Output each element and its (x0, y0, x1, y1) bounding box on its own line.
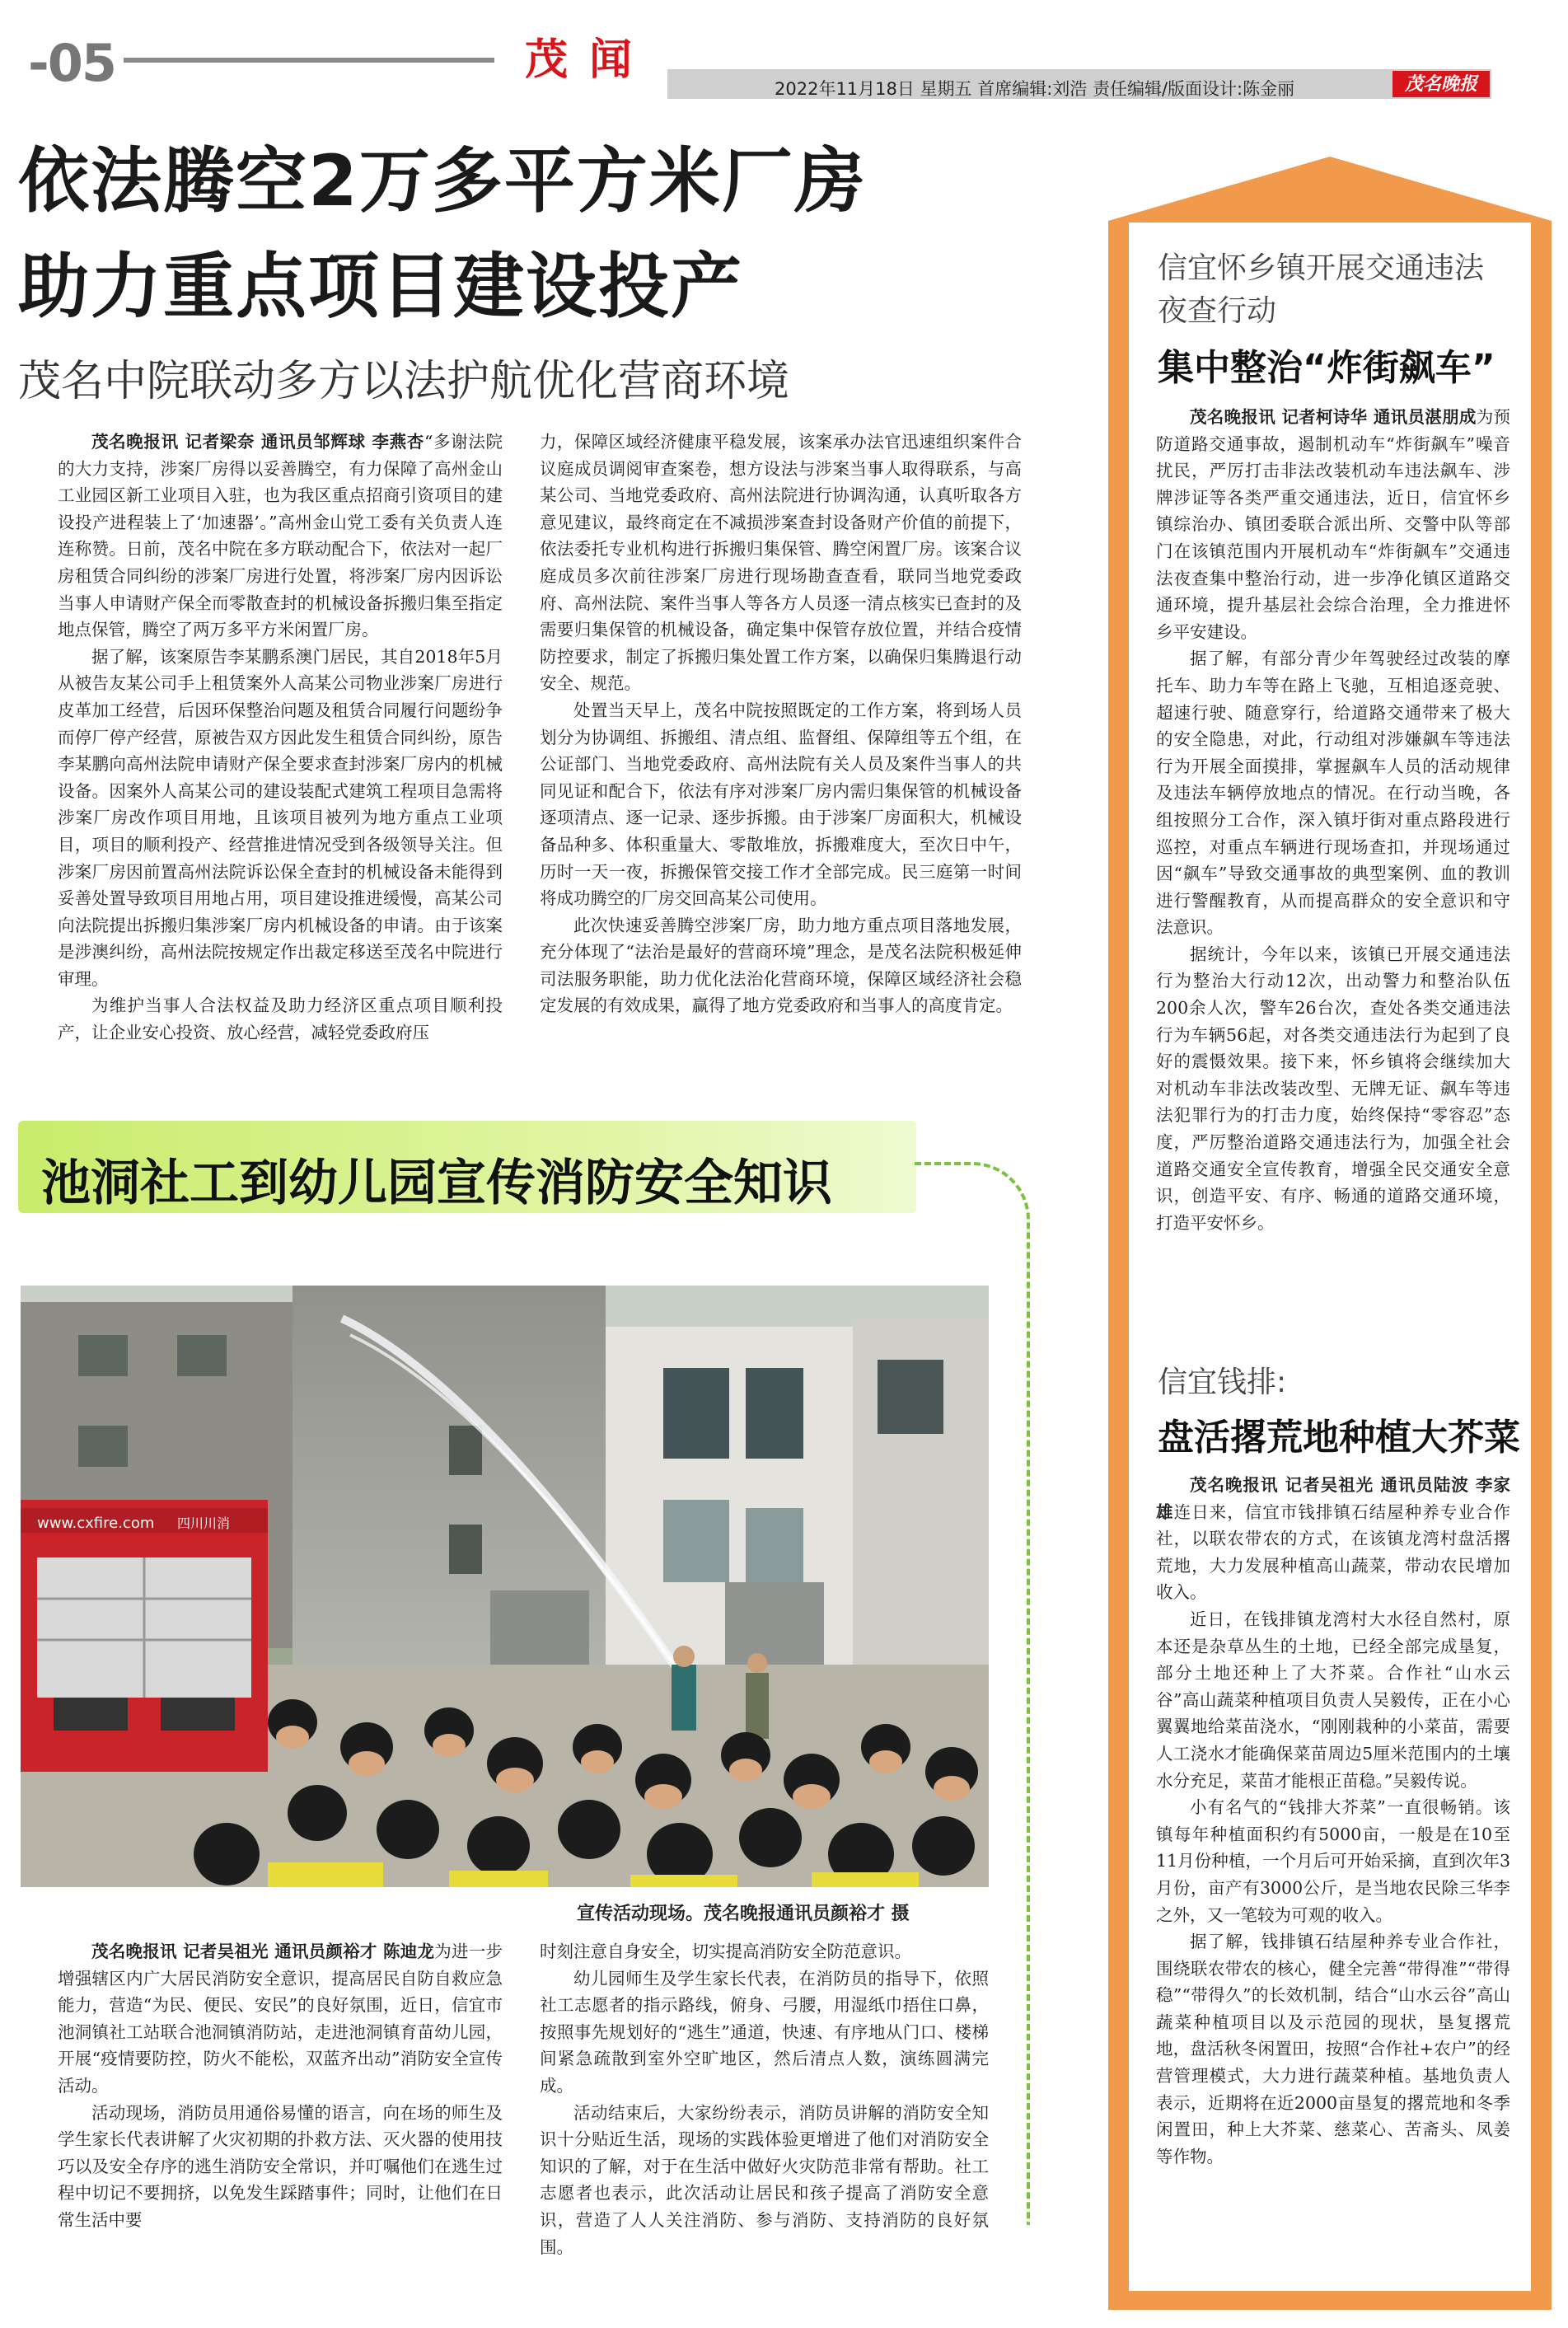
main-story-paragraph: 此次快速妥善腾空涉案厂房，助力地方重点项目落地发展，充分体现了“法治是最好的营商环境”理念，是茂名法院积极延伸司法服务职能，助力优化法治化营商环境，保障区域经济社会稳定发展的有效成果，赢得了地方党委政府和当事人的高度肯定。 (540, 915, 1022, 1016)
header-meta: 2022年11月18日 星期五 首席编辑:刘浩 责任编辑/版面设计:陈金丽 (775, 79, 1295, 99)
sidebar-paragraph: 据了解，钱排镇石结屋种养专业合作社，围绕联农带农的核心，健全完善“带得准”“带得稳”“带得久”的长效机制，结合“山水云谷”高山蔬菜种植项目以及示范园的现状，垦复撂荒地，盘活秋冬闲置田，按照“合作社+农户”的经营管理模式，大力进行蔬菜种植。基地负责人表示，近期将在近2000亩垦复的撂荒地和冬季闲置田，种上大芥菜、慈菜心、苦斋头、凤姜等作物。 (1156, 1932, 1510, 2166)
sidebar-story-2-body (1156, 1472, 1510, 2170)
main-story-paragraph: 力，保障区域经济健康平稳发展，该案承办法官迅速组织案件合议庭成员调阅审查案卷，想方设法与涉案当事人取得联系，与高某公司、当地党委政府、高州法院进行协调沟通，认真听取各方意见建议，最终商定在不减损涉案查封设备财产价值的前提下，依法委托专业机构进行拆搬归集保管、腾空闲置厂房。该案合议庭成员多次前往涉案厂房进行现场勘查查看，联同当地党委政府、高州法院、案件当事人等各方人员逐一清点核实已查封的及需要归集保管的机械设备，确定集中保管存放位置，并结合疫情防控要求，制定了拆搬归集处置工作方案，以确保归集腾退行动安全、规范。 (540, 432, 1022, 694)
header-rule (124, 58, 494, 63)
main-story-paragraph: 茂名晚报讯 记者梁奈 通讯员邹辉球 李燕杏“多谢法院的大力支持，涉案厂房得以妥善腾空，有力保障了高州金山工业园区新工业项目入驻，也为我区重点招商引资项目的建设投产进程装上了‘加速器’。”高州金山党工委有关负责人连连称赞。日前，茂名中院在多方联动配合下，依法对一起厂房租赁合同纠纷的涉案厂房进行处置，将涉案厂房内因诉讼当事人申请财产保全而零散查封的机械设备拆搬归集至指定地点保管，腾空了两万多平方米闲置厂房。 (58, 432, 503, 640)
sidebar-story-1-byline: 茂名晚报讯 记者柯诗华 通讯员湛朋成 (1190, 407, 1477, 427)
main-story-paragraph: 为维护当事人合法权益及助力经济区重点项目顺利投产，让企业安心投资、放心经营，减轻党委政府压 (58, 995, 503, 1043)
sidebar-story-1-headline: 集中整治“炸街飙车” (1158, 347, 1495, 389)
fire-story-column-1 (58, 1938, 503, 2234)
main-subheadline: 茂名中院联动多方以法护航优化营商环境 (18, 357, 790, 406)
masthead-logo: 茂名晚报 (1392, 71, 1490, 97)
fire-story-byline: 茂名晚报讯 记者吴祖光 通讯员颜裕才 陈迪龙 (91, 1942, 435, 1961)
sidebar-arrow-top (1108, 157, 1552, 221)
sidebar-paragraph: 小有名气的“钱排大芥菜”一直很畅销。该镇每年种植面积约有5000亩，一般是在10至11月份种植，一个月后可开始采摘，直到次年3月份，亩产有3000公斤，是当地农民除三华李之外，又一笔较为可观的收入。 (1156, 1797, 1510, 1925)
fire-story-paragraph: 幼儿园师生及学生家长代表，在消防员的指导下，依照社工志愿者的指示路线，俯身、弓腰，用湿纸巾捂住口鼻，按照事先规划好的“逃生”通道，快速、有序地从门口、楼梯间紧急疏散到室外空旷地区，然后清点人数，演练圆满完成。 (540, 1968, 989, 2096)
sidebar-story-2-headline: 盘活撂荒地种植大芥菜 (1158, 1417, 1520, 1459)
fire-drill-illustration (21, 1286, 989, 1887)
sidebar-story-2-kicker: 信宜钱排: (1158, 1365, 1287, 1399)
main-story-paragraph: 处置当天早上，茂名中院按照既定的工作方案，将到场人员划分为协调组、拆搬组、清点组、监督组、保障组等五个组，在公证部门、当地党委政府、高州法院有关人员及案件当事人的共同见证和配合下，依法有序对涉案厂房内需归集保管的机械设备逐项清点、逐一记录、逐步拆搬。由于涉案厂房面积大，机械设备品种多、体积重量大、零散堆放，拆搬难度大，至次日中午，历时一天一夜，拆搬保管交接工作才全部完成。民三庭第一时间将成功腾空的厂房交回高某公司使用。 (540, 700, 1022, 909)
fire-truck-label-2: 四川川消 (177, 1515, 231, 1531)
sidebar-paragraph: 近日，在钱排镇龙湾村大水径自然村，原本还是杂草丛生的土地，已经全部完成垦复，部分土地还种上了大芥菜。合作社“山水云谷”高山蔬菜种植项目负责人吴毅传，正在小心翼翼地给菜苗浇水，“刚刚栽种的小菜苗，需要人工浇水才能确保菜苗周边5厘米范围内的土壤水分充足，菜苗才能根正苗稳。”吴毅传说。 (1156, 1609, 1510, 1791)
section-tag-char-1: 茂 (524, 35, 568, 85)
sidebar-paragraph: 据统计，今年以来，该镇已开展交通违法行为整治大行动12次，出动警力和整治队伍200余人次，警车26台次，查处各类交通违法行为车辆56起，对各类交通违法行为起到了良好的震慑效果。接下来，怀乡镇将会继续加大对机动车非法改装改型、无牌无证、飙车等违法犯罪行为的打击力度，始终保持“零容忍”态度，严厉整治道路交通违法行为，加强全社会道路交通安全宣传教育，增强全民交通安全意识，创造平安、有序、畅通的道路交通环境，打造平安怀乡。 (1156, 944, 1510, 1233)
main-story-column-1 (58, 429, 503, 1047)
page-number: -05 (28, 33, 116, 93)
fire-truck-label: www.cxfire.com (37, 1515, 155, 1532)
section-tag-char-2: 闻 (588, 35, 632, 85)
main-headline-line-2: 助力重点项目建设投产 (18, 246, 743, 328)
fire-story-paragraph: 茂名晚报讯 记者吴祖光 通讯员颜裕才 陈迪龙为进一步增强辖区内广大居民消防安全意识，提高居民自防自救应急能力，营造“为民、便民、安民”的良好氛围，近日，信宜市池洞镇社工站联合池洞镇消防站，走进池洞镇育苗幼儿园，开展“疫情要防控，防火不能松，双蓝齐出动”消防安全宣传活动。 (58, 1942, 503, 2096)
sidebar-story-1-kicker: 信宜怀乡镇开展交通违法夜查行动 (1158, 251, 1485, 328)
fire-story-headline: 池洞社工到幼儿园宣传消防安全知识 (41, 1155, 832, 1212)
main-story-column-2 (540, 429, 1022, 1019)
sidebar-story-2-byline: 茂名晚报讯 记者吴祖光 通讯员陆波 李家雄 (1156, 1475, 1510, 1522)
photo-caption: 宣传活动现场。茂名晚报通讯员颜裕才 摄 (577, 1904, 910, 1924)
main-headline-line-1: 依法腾空2万多平方米厂房 (18, 140, 867, 222)
sidebar-paragraph: 据了解，有部分青少年驾驶经过改装的摩托车、助力车等在路上飞驰，互相追逐竞驶、超速行驶、随意穿行，给道路交通带来了极大的安全隐患，对此，行动组对涉嫌飙车等违法行为开展全面摸排，掌握飙车人员的活动规律及违法车辆停放地点的情况。在行动当晚，各组按照分工合作，深入镇圩街对重点路段进行巡控，对重点车辆进行现场查扣，并现场通过因“飙车”导致交通事故的典型案例、血的教训进行警醒教育，从而提高群众的安全意识和守法意识。 (1156, 649, 1510, 938)
sidebar-paragraph: 茂名晚报讯 记者吴祖光 通讯员陆波 李家雄连日来，信宜市钱排镇石结屋种养专业合作社，以联农带农的方式，在该镇龙湾村盘活撂荒地，大力发展种植高山蔬菜，带动农民增加收入。 (1156, 1475, 1511, 1603)
fire-story-column-2 (540, 1938, 989, 2260)
fire-story-paragraph: 时刻注意自身安全，切实提高消防安全防范意识。 (540, 1942, 911, 1961)
main-story-paragraph: 据了解，该案原告李某鹏系澳门居民，其自2018年5月从被告友某公司手上租赁案外人高某公司物业涉案厂房进行皮革加工经营，后因环保整治问题及租赁合同履行问题纷争而停厂停产经营，原被告双方因此发生租赁合同纠纷，原告李某鹏向高州法院申请财产保全要求查封涉案厂房内的机械设备。因案外人高某公司的建设装配式建筑工程项目急需将涉案厂房改作项目用地，且该项目被列为地方重点工业项目，项目的顺利投产、经营推进情况受到各级领导关注。但涉案厂房因前置高州法院诉讼保全查封的机械设备未能得到妥善处置导致项目用地占用，项目建设推进缓慢，高某公司向法院提出拆搬归集涉案厂房内机械设备的申请。由于该案是涉澳纠纷，高州法院按规定作出裁定移送至茂名中院进行审理。 (58, 646, 503, 989)
fire-story-paragraph: 活动现场，消防员用通俗易懂的语言，向在场的师生及学生家长代表讲解了火灾初期的扑救方法、灭火器的使用技巧以及安全存序的逃生消防安全常识，并叮嘱他们在逃生过程中切记不要拥挤，以免发生踩踏事件；同时，让他们在日常生活中要 (58, 2102, 503, 2230)
sidebar-paragraph: 茂名晚报讯 记者柯诗华 通讯员湛朋成为预防道路交通事故，遏制机动车“炸街飙车”噪音扰民，严厉打击非法改装机动车违法飙车、涉牌涉证等各类严重交通违法，近日，信宜怀乡镇综治办、镇团委联合派出所、交警中队等部门在该镇范围内开展机动车“炸街飙车”交通违法夜查集中整治行动，进一步净化镇区道路交通环境，提升基层社会综合治理，全力推进怀乡平安建设。 (1156, 407, 1511, 642)
fire-story-paragraph: 活动结束后，大家纷纷表示，消防员讲解的消防安全知识十分贴近生活，现场的实践体验更增进了他们对消防安全知识的了解，对于在生活中做好火灾防范非常有帮助。社工志愿者也表示，此次活动让居民和孩子提高了消防安全意识，营造了人人关注消防、参与消防、支持消防的良好氛围。 (540, 2102, 989, 2257)
main-story-byline: 茂名晚报讯 记者梁奈 通讯员邹辉球 李燕杏 (91, 432, 424, 452)
sidebar-story-1-body (1156, 404, 1510, 1236)
fire-drill-photo (21, 1286, 989, 1887)
